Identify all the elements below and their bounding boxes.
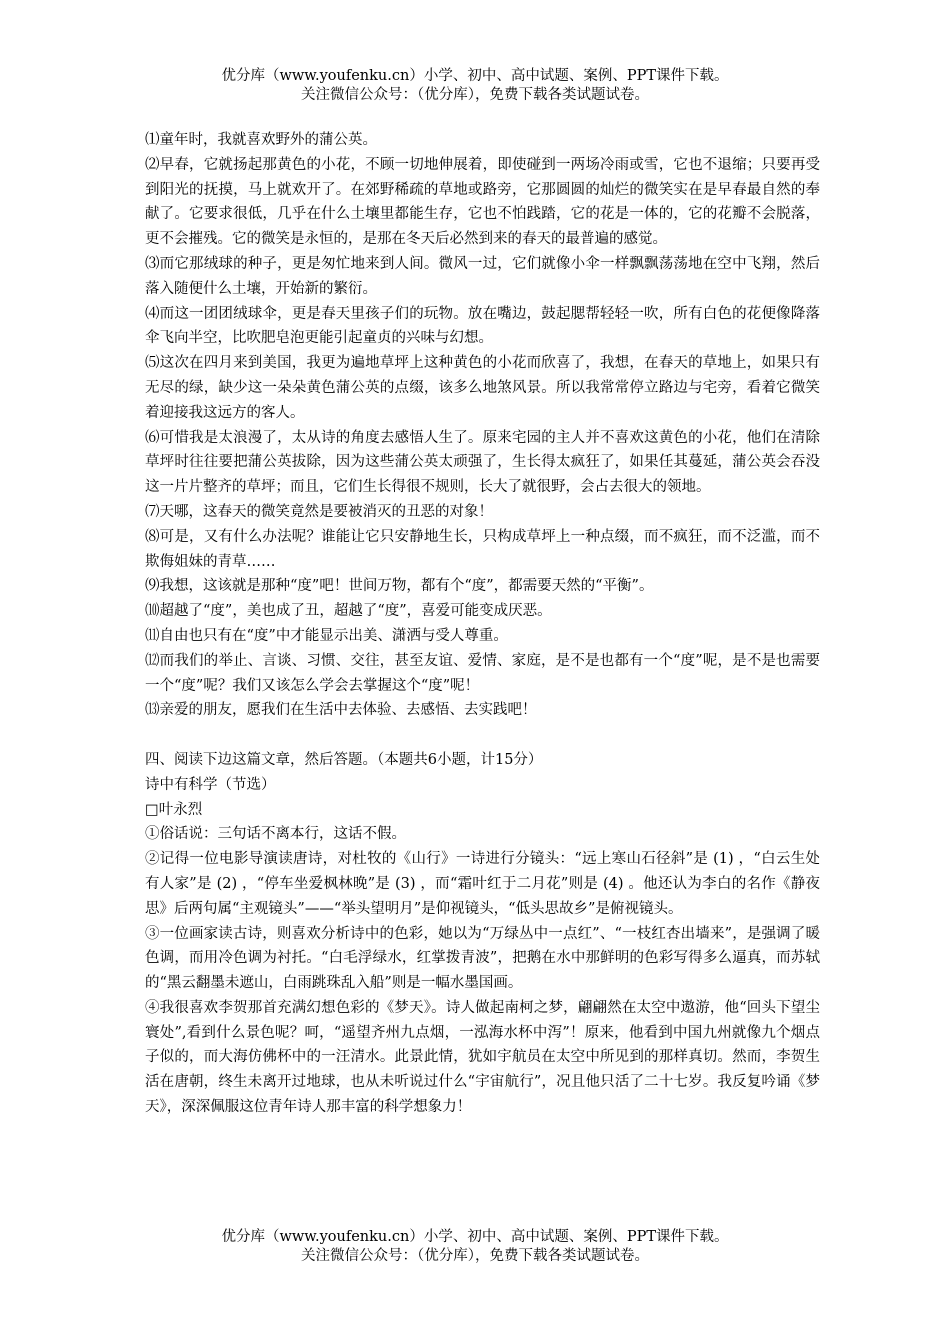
paragraph: ②记得一位电影导演读唐诗，对杜牧的《山行》一诗进行分镜头：“远上寒山石径斜”是 (1) ，“白云生处有人家”是 (2) ，“停车坐爱枫林晚”是 (3) ，而“霜叶红于二月花”则是 (4) 。他还认为李白的名作《静夜思》后两句属“主观镜头”——“举头望明月”是仰视镜头，“低头思故乡”是俯视镜头。 — [145, 851, 820, 917]
section-spacer — [145, 723, 820, 748]
paragraph: ⑽超越了“度”，美也成了丑，超越了“度”，喜爱可能变成厌恶。 — [145, 603, 552, 620]
article-title: 诗中有科学（节选） — [145, 776, 276, 793]
paragraph: ⑷而这一团团绒球伞，更是春天里孩子们的玩物。放在嘴边，鼓起腮帮轻轻一吹，所有白色的花便像降落伞飞向半空，比吹肥皂泡更能引起童贞的兴味与幻想。 — [145, 305, 820, 347]
paragraph: ⑶而它那绒球的种子，更是匆忙地来到人间。微风一过，它们就像小伞一样飘飘荡荡地在空中飞翔，然后落入随便什么土壤，开始新的繁衍。 — [145, 255, 820, 297]
paragraph: ⑸这次在四月来到美国，我更为遍地草坪上这种黄色的小花而欣喜了，我想，在春天的草地上，如果只有无尽的绿，缺少这一朵朵黄色蒲公英的点缀，该多么地煞风景。所以我常常停立路边与宅旁，看着它微笑着迎接我这远方的客人。 — [145, 355, 820, 421]
paragraph: ⑼我想，这该就是那种“度”吧！世间万物，都有个“度”，都需要天然的“平衡”。 — [145, 578, 654, 595]
paragraph: ⑴童年时，我就喜欢野外的蒲公英。 — [145, 132, 377, 148]
paragraph: ⑺天哪，这春天的微笑竟然是要被消灭的丑恶的对象！ — [145, 503, 493, 520]
paragraph: ⒀亲爱的朋友，愿我们在生活中去体验、去感悟、去实践吧！ — [145, 702, 537, 719]
article-author: □叶永烈 — [145, 801, 203, 818]
section-4 — [145, 748, 820, 1120]
paragraph: ⑵早春，它就扬起那黄色的小花，不顾一切地伸展着，即使碰到一两场冷雨或雪，它也不退缩；只要再受到阳光的抚摸，马上就欢开了。在郊野稀疏的草地或路旁，它那圆圆的灿烂的微笑实在是早春最自然的奉献了。它要求很低，几乎在什么土壤里都能生存，它也不怕践踏，它的花是一体的，它的花瓣不会脱落，更不会摧残。它的微笑是永恒的，是那在冬天后必然到来的春天的最普遍的感觉。 — [145, 156, 820, 248]
header-line-2: 关注微信公众号：（优分库），免费下载各类试题试卷。 — [301, 87, 649, 103]
paragraph: ⑹可惜我是太浪漫了，太从诗的角度去感悟人生了。原来宅园的主人并不喜欢这黄色的小花，他们在清除草坪时往往要把蒲公英拔除，因为这些蒲公英太顽强了，生长得太疯狂了，如果任其蔓延，蒲公英会吞没这一片片整齐的草坪；而且，它们生长得很不规则，长大了就很野，会占去很大的领地。 — [145, 429, 820, 496]
paragraph: ⑻可是，又有什么办法呢？谁能让它只安静地生长，只构成草坪上一种点缀，而不疯狂，而不泛滥，而不欺侮姐妹的青草…… — [145, 528, 820, 570]
paragraph: ①俗话说：三句话不离本行，这话不假。 — [145, 826, 406, 843]
header-line-1: 优分库（www.youfenku.cn）小学、初中、高中试题、案例、PPT课件下载。 — [221, 68, 729, 84]
section-heading: 四、阅读下边这篇文章，然后答题。（本题共6小题，计15分） — [145, 751, 543, 768]
footer-line-2: 关注微信公众号：（优分库），免费下载各类试题试卷。 — [301, 1248, 649, 1264]
paragraph: ⑿而我们的举止、言谈、习惯、交往，甚至友谊、爱情、家庭，是不是也都有一个“度”呢，是不是也需要一个“度”呢？我们又该怎么学会去掌握这个“度”呢！ — [145, 652, 820, 694]
paragraph: ④我很喜欢李贺那首充满幻想色彩的《梦天》。诗人做起南柯之梦，翩翩然在太空中遨游，他“回头下望尘寰处”,看到什么景色呢？呵，“遥望齐州九点烟，一泓海水杯中泻”！原来，他看到中国九州就像九个烟点子似的，而大海仿佛杯中的一汪清水。此景此情，犹如宇航员在太空中所见到的那样真切。然而，李贺生活在唐朝，终生未离开过地球，也从未听说过什么“宇宙航行”，况且他只活了二十七岁。我反复吟诵《梦天》，深深佩服这位青年诗人那丰富的科学想象力！ — [145, 999, 820, 1116]
article-1 — [145, 128, 820, 723]
paragraph: ⑾自由也只有在“度”中才能显示出美、潇洒与受人尊重。 — [145, 627, 508, 644]
paragraph: ③一位画家读古诗，则喜欢分析诗中的色彩，她以为“万绿丛中一点红”、“一枝红杏出墙来”，是强调了暖色调，而用冷色调为衬托。“白毛浮绿水，红掌拨青波”，把鹅在水中那鲜明的色彩写得多么逼真，而苏轼的“黑云翻墨未遮山，白雨跳珠乱入船”则是一幅水墨国画。 — [145, 925, 820, 992]
document-body — [145, 128, 820, 1120]
page-header — [0, 67, 950, 105]
page-footer — [0, 1228, 950, 1266]
footer-line-1: 优分库（www.youfenku.cn）小学、初中、高中试题、案例、PPT课件下载。 — [221, 1229, 729, 1245]
